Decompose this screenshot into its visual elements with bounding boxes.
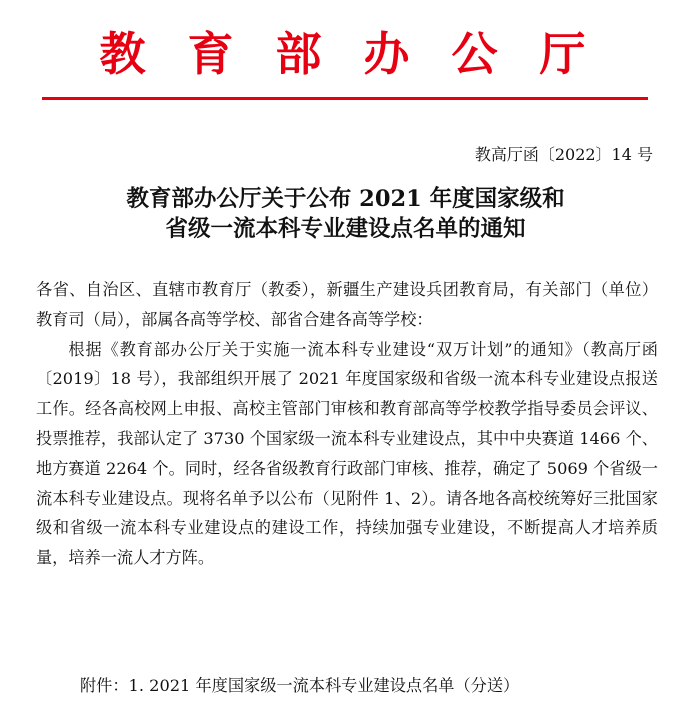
- notice-title-line-1: 教育部办公厅关于公布 2021 年度国家级和: [126, 186, 565, 212]
- notice-title-line-2: 省级一流本科专业建设点名单的通知: [165, 216, 526, 242]
- attachment-line: 附件：1. 2021 年度国家级一流本科专业建设点名单（分送）: [80, 676, 520, 695]
- notice-title: [30, 184, 661, 244]
- document-number: 教高厅函〔2022〕14 号: [474, 145, 653, 164]
- letterhead-title: 教育部办公厅: [99, 27, 628, 81]
- addressee-paragraph: 各省、自治区、直辖市教育厅（教委），新疆生产建设兵团教育局，有关部门（单位）教育司（局），部属各高等学校、部省合建各高等学校：: [36, 280, 658, 329]
- notice-body: [36, 275, 658, 573]
- letterhead-red-rule: [42, 97, 648, 100]
- main-paragraph: 根据《教育部办公厅关于实施一流本科专业建设“双万计划”的通知》（教高厅函〔2019〕18 号），我部组织开展了 2021 年度国家级和省级一流本科专业建设点报送工作。经各高校网上申报、高校主管部门审核和教育部高等学校教学指导委员会评议、投票推荐，我部认定了 3730 个国家级一流本科专业建设点，其中中央赛道 1466 个、地方赛道 2264 个。同时，经各省级教育行政部门审核、推荐，确定了 5069 个省级一流本科专业建设点。现将名单予以公布（见附件 1、2）。请各地各高校统筹好三批国家级和省级一流本科专业建设点的建设工作，持续加强专业建设，不断提高人才培养质量，培养一流人才方阵。: [36, 339, 658, 568]
